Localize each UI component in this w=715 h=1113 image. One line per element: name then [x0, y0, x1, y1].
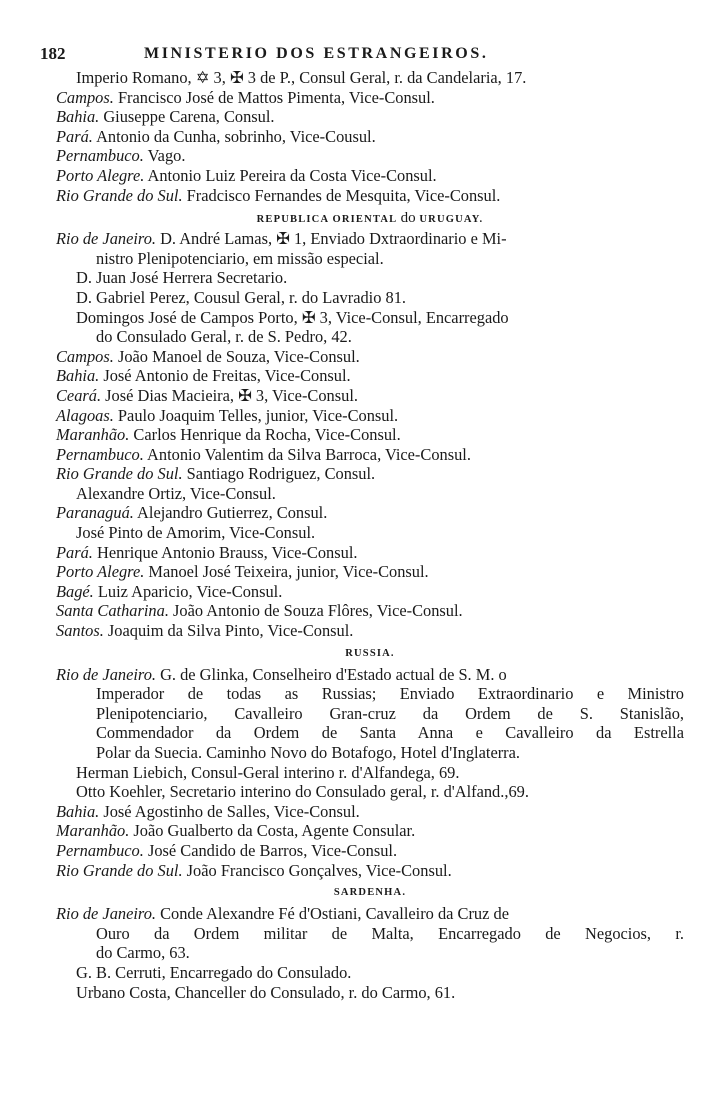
directory-line	[56, 268, 684, 288]
directory-line	[56, 347, 684, 367]
entry-text: Herman Liebich, Consul-Geral interino r. d'Alfandega, 69.	[76, 762, 460, 782]
place-name: Rio Grande do Sul.	[56, 860, 183, 880]
directory-line	[56, 665, 684, 685]
section-heading-part: do	[400, 210, 416, 227]
place-name: Paranaguá.	[56, 503, 134, 523]
directory-line	[56, 107, 684, 127]
directory-line	[56, 484, 684, 504]
directory-line	[56, 841, 684, 861]
place-name: Bahia.	[56, 366, 100, 386]
entry-text: nistro Plenipotenciario, em missão especial.	[96, 248, 384, 268]
entry-text: Paulo Joaquim Telles, junior, Vice-Consul.	[113, 405, 399, 425]
entry-text: Imperio Romano, ✡ 3, ✠ 3 de P., Consul Geral, r. da Candelaria, 17.	[76, 68, 527, 87]
entry-text: Vago.	[143, 146, 186, 166]
place-name: Rio de Janeiro.	[56, 904, 156, 924]
entry-text: Henrique Antonio Brauss, Vice-Consul.	[92, 542, 358, 562]
place-name: Pará.	[56, 542, 93, 562]
place-name: Ceará.	[56, 385, 102, 405]
place-name: Rio Grande do Sul.	[56, 464, 183, 484]
entry-text: Polar da Suecia. Caminho Novo do Botafogo, Hotel d'Inglaterra.	[96, 743, 521, 762]
directory-line	[56, 582, 684, 602]
directory-line	[56, 782, 684, 802]
directory-line	[56, 464, 684, 484]
entry-text: Manoel José Teixeira, junior, Vice-Consul.	[144, 562, 429, 582]
place-name: Rio de Janeiro.	[56, 229, 156, 249]
entry-text: Plenipotenciario, Cavalleiro Gran-cruz da Ordem de S. Stanislão,	[96, 703, 684, 723]
entry-text: João Francisco Gonçalves, Vice-Consul.	[182, 860, 452, 880]
entry-text: José Candido de Barros, Vice-Consul.	[143, 840, 398, 860]
place-name: Bahia.	[56, 107, 100, 127]
entry-text: Commendador da Ordem de Santa Anna e Cavalleiro da Estrella	[96, 723, 684, 743]
section-heading: SARDENHA.	[333, 887, 407, 899]
place-name: Santos.	[56, 621, 104, 641]
directory-line	[56, 288, 684, 308]
directory-line	[56, 146, 684, 166]
directory-line	[56, 684, 684, 704]
entry-text: Urbano Costa, Chanceller do Consulado, r. do Carmo, 61.	[76, 982, 456, 1002]
directory-line	[56, 723, 684, 743]
directory-line	[56, 943, 684, 963]
place-name: Campos.	[56, 87, 114, 107]
place-name: Pernambuco.	[56, 146, 144, 166]
entry-text: Carlos Henrique da Rocha, Vice-Consul.	[129, 425, 401, 445]
entry-text: Antonio Luiz Pereira da Costa Vice-Consul.	[144, 165, 437, 185]
page-header	[40, 44, 680, 66]
directory-line	[56, 543, 684, 563]
directory-line	[56, 503, 684, 523]
entry-text: Conde Alexandre Fé d'Ostiani, Cavalleiro da Cruz de	[155, 904, 509, 924]
directory-line	[56, 186, 684, 206]
entry-text: G. de Glinka, Conselheiro d'Estado actual de S. M. o	[155, 664, 507, 684]
entry-text: Domingos José de Campos Porto, ✠ 3, Vice-Consul, Encarregado	[76, 307, 509, 327]
entry-text: Luiz Aparicio, Vice-Consul.	[93, 581, 283, 601]
entry-text: Antonio da Cunha, sobrinho, Vice-Cousul.	[92, 126, 376, 146]
directory-line	[56, 743, 684, 763]
directory-line	[56, 904, 684, 924]
directory-line	[56, 924, 684, 944]
directory-line	[56, 425, 684, 445]
entry-text: D. Juan José Herrera Secretario.	[76, 268, 288, 288]
directory-line	[56, 601, 684, 621]
directory-line	[56, 763, 684, 783]
entry-text: Antonio Valentim da Silva Barroca, Vice-Consul.	[143, 444, 471, 464]
entry-text: Imperador de todas as Russias; Enviado Extraordinario e Ministro	[96, 684, 684, 704]
section-heading	[56, 205, 684, 229]
entry-text: D. Gabriel Perez, Cousul Geral, r. do Lavradio 81.	[76, 287, 406, 307]
entry-text: do Carmo, 63.	[96, 943, 190, 963]
entry-text: Alexandre Ortiz, Vice-Consul.	[76, 483, 276, 503]
place-name: Rio de Janeiro.	[56, 664, 156, 684]
entry-text: José Dias Macieira, ✠ 3, Vice-Consul.	[101, 385, 358, 405]
entry-text: Joaquim da Silva Pinto, Vice-Consul.	[103, 621, 354, 641]
directory-line	[56, 821, 684, 841]
directory-line	[56, 704, 684, 724]
entry-text: Otto Koehler, Secretario interino do Consulado geral, r. d'Alfand.,69.	[76, 782, 529, 802]
entry-text: Santiago Rodriguez, Consul.	[182, 464, 376, 484]
entry-text: do Consulado Geral, r. de S. Pedro, 42.	[96, 327, 352, 347]
entry-text: João Manoel de Souza, Vice-Consul.	[113, 346, 360, 366]
entry-text: João Antonio de Souza Flôres, Vice-Consul.	[168, 601, 463, 621]
entry-text: João Gualberto da Costa, Agente Consular.	[129, 821, 416, 841]
section-heading-part: URUGUAY.	[415, 214, 484, 226]
place-name: Santa Catharina.	[56, 601, 169, 621]
place-name: Porto Alegre.	[56, 562, 145, 582]
directory-line	[56, 366, 684, 386]
directory-line	[56, 68, 684, 88]
entry-text: G. B. Cerruti, Encarregado do Consulado.	[76, 962, 352, 982]
place-name: Maranhão.	[56, 821, 130, 841]
directory-line	[56, 963, 684, 983]
directory-line	[56, 621, 684, 641]
place-name: Campos.	[56, 346, 114, 366]
directory-line	[56, 562, 684, 582]
place-name: Porto Alegre.	[56, 165, 145, 185]
place-name: Alagoas.	[56, 405, 114, 425]
directory-line	[56, 386, 684, 406]
directory-line	[56, 983, 684, 1003]
directory-line	[56, 445, 684, 465]
place-name: Bahia.	[56, 801, 100, 821]
page-number: 182	[40, 44, 66, 63]
entry-text: José Antonio de Freitas, Vice-Consul.	[99, 366, 351, 386]
section-heading-part: REPUBLICA ORIENTAL	[256, 214, 401, 226]
directory-line	[56, 327, 684, 347]
directory-line	[56, 249, 684, 269]
directory-line	[56, 166, 684, 186]
place-name: Rio Grande do Sul.	[56, 185, 183, 205]
entry-text: Francisco José de Mattos Pimenta, Vice-Consul.	[113, 87, 435, 107]
directory-line	[56, 802, 684, 822]
directory-line	[56, 861, 684, 881]
entry-text: José Pinto de Amorim, Vice-Consul.	[76, 523, 316, 543]
place-name: Maranhão.	[56, 425, 130, 445]
section-heading: RUSSIA.	[345, 647, 395, 659]
directory-line	[56, 523, 684, 543]
running-title: MINISTERIO DOS ESTRANGEIROS.	[144, 45, 489, 62]
directory-line	[56, 127, 684, 147]
directory-content	[56, 68, 684, 1002]
directory-line	[56, 308, 684, 328]
directory-line	[56, 229, 684, 249]
directory-line	[56, 88, 684, 108]
entry-text: Fradcisco Fernandes de Mesquita, Vice-Consul.	[182, 185, 501, 205]
entry-text: Alejandro Gutierrez, Consul.	[133, 503, 328, 523]
entry-text: Ouro da Ordem militar de Malta, Encarregado de Negocios, r.	[96, 923, 684, 943]
entry-text: Giuseppe Carena, Consul.	[99, 107, 275, 127]
place-name: Pernambuco.	[56, 840, 144, 860]
entry-text: D. André Lamas, ✠ 1, Enviado Dxtraordinario e Mi-	[155, 229, 507, 249]
entry-text: José Agostinho de Salles, Vice-Consul.	[99, 801, 360, 821]
place-name: Pernambuco.	[56, 444, 144, 464]
place-name: Pará.	[56, 126, 93, 146]
place-name: Bagé.	[56, 581, 94, 601]
directory-line	[56, 406, 684, 426]
